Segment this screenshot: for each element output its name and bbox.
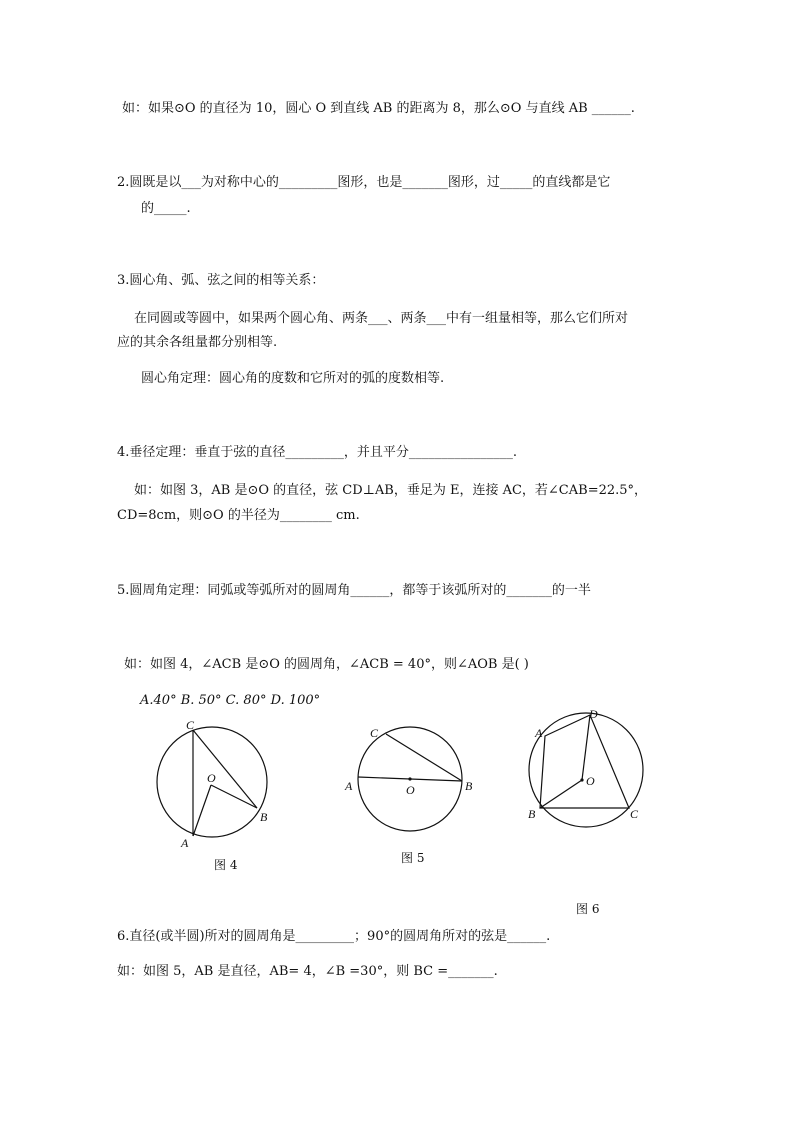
fig5-label-a: A	[345, 779, 353, 793]
fig5-label-o: O	[406, 783, 415, 797]
fig6-label-a: A	[535, 726, 543, 740]
example-line-circle-distance: 如：如果⊙O 的直径为 10，圆心 O 到直线 AB 的距离为 8，那么⊙O 与直线 AB ______.	[122, 101, 635, 116]
item-3-text-continuation: 应的其余各组量都分别相等.	[117, 335, 278, 350]
fig4-chord-cb	[193, 730, 257, 808]
fig4-label-a: A	[181, 836, 189, 850]
fig4-label-c: C	[186, 718, 195, 732]
fig6-label-d: D	[589, 707, 598, 721]
fig4-radius-ob	[211, 785, 257, 808]
fig5-label-c: C	[370, 726, 379, 740]
answer-choices: A.40° B. 50° C. 80° D. 100°	[140, 693, 321, 708]
fig4-label-b: B	[260, 810, 268, 824]
fig6-label-c: C	[630, 807, 639, 821]
figure-6-caption: 图 6	[576, 902, 600, 916]
fig6-radius-od	[582, 715, 590, 780]
item-3-heading: 3.圆心角、弧、弦之间的相等关系：	[117, 273, 325, 288]
item-3-text: 在同圆或等圆中，如果两个圆心角、两条___、两条___中有一组量相等，那么它们所对	[134, 311, 629, 326]
fig4-radius-oa	[193, 785, 211, 836]
item-2-continuation: 的_____.	[141, 201, 191, 216]
central-angle-theorem: 圆心角定理：圆心角的度数和它所对的弧的度数相等.	[141, 371, 445, 386]
item-5-inscribed-angle: 5.圆周角定理：同弧或等弧所对的圆周角______，都等于该弧所对的_______的一半	[117, 583, 591, 598]
figure-5-caption: 图 5	[401, 851, 425, 865]
example-fig3-question-continuation: CD=8cm，则⊙O 的半径为________ cm.	[117, 508, 360, 523]
fig6-label-o: O	[586, 774, 595, 788]
fig6-label-b: B	[528, 807, 536, 821]
figure-4-caption: 图 4	[214, 858, 238, 872]
figure-6	[520, 705, 650, 830]
fig5-label-b: B	[465, 779, 473, 793]
fig6-center-dot	[580, 778, 583, 781]
example-fig3-question: 如：如图 3，AB 是⊙O 的直径，弦 CD⊥AB，垂足为 E，连接 AC，若∠CAB=22.5°，	[134, 483, 648, 498]
figure-5	[340, 722, 480, 847]
item-2-symmetry: 2.圆既是以___为对称中心的_________图形，也是_______图形，过_____的直线都是它	[117, 175, 611, 190]
figure-4	[150, 715, 280, 855]
fig6-circle	[529, 713, 643, 827]
example-fig4-question: 如：如图 4，∠ACB 是⊙O 的圆周角，∠ACB = 40°，则∠AOB 是( )	[124, 657, 529, 672]
fig6-radius-ob	[540, 780, 582, 808]
fig5-chord-cb	[386, 734, 462, 781]
item-6-diameter-angle: 6.直径(或半圆)所对的圆周角是_________；90°的圆周角所对的弦是______.	[117, 929, 551, 944]
fig4-label-o: O	[207, 771, 216, 785]
item-4-perpendicular-diameter: 4.垂径定理：垂直于弦的直径_________，并且平分________________.	[117, 445, 518, 460]
fig5-center-dot	[408, 777, 411, 780]
example-fig5-question: 如：如图 5，AB 是直径，AB= 4，∠B =30°，则 BC =_______.	[117, 964, 498, 979]
